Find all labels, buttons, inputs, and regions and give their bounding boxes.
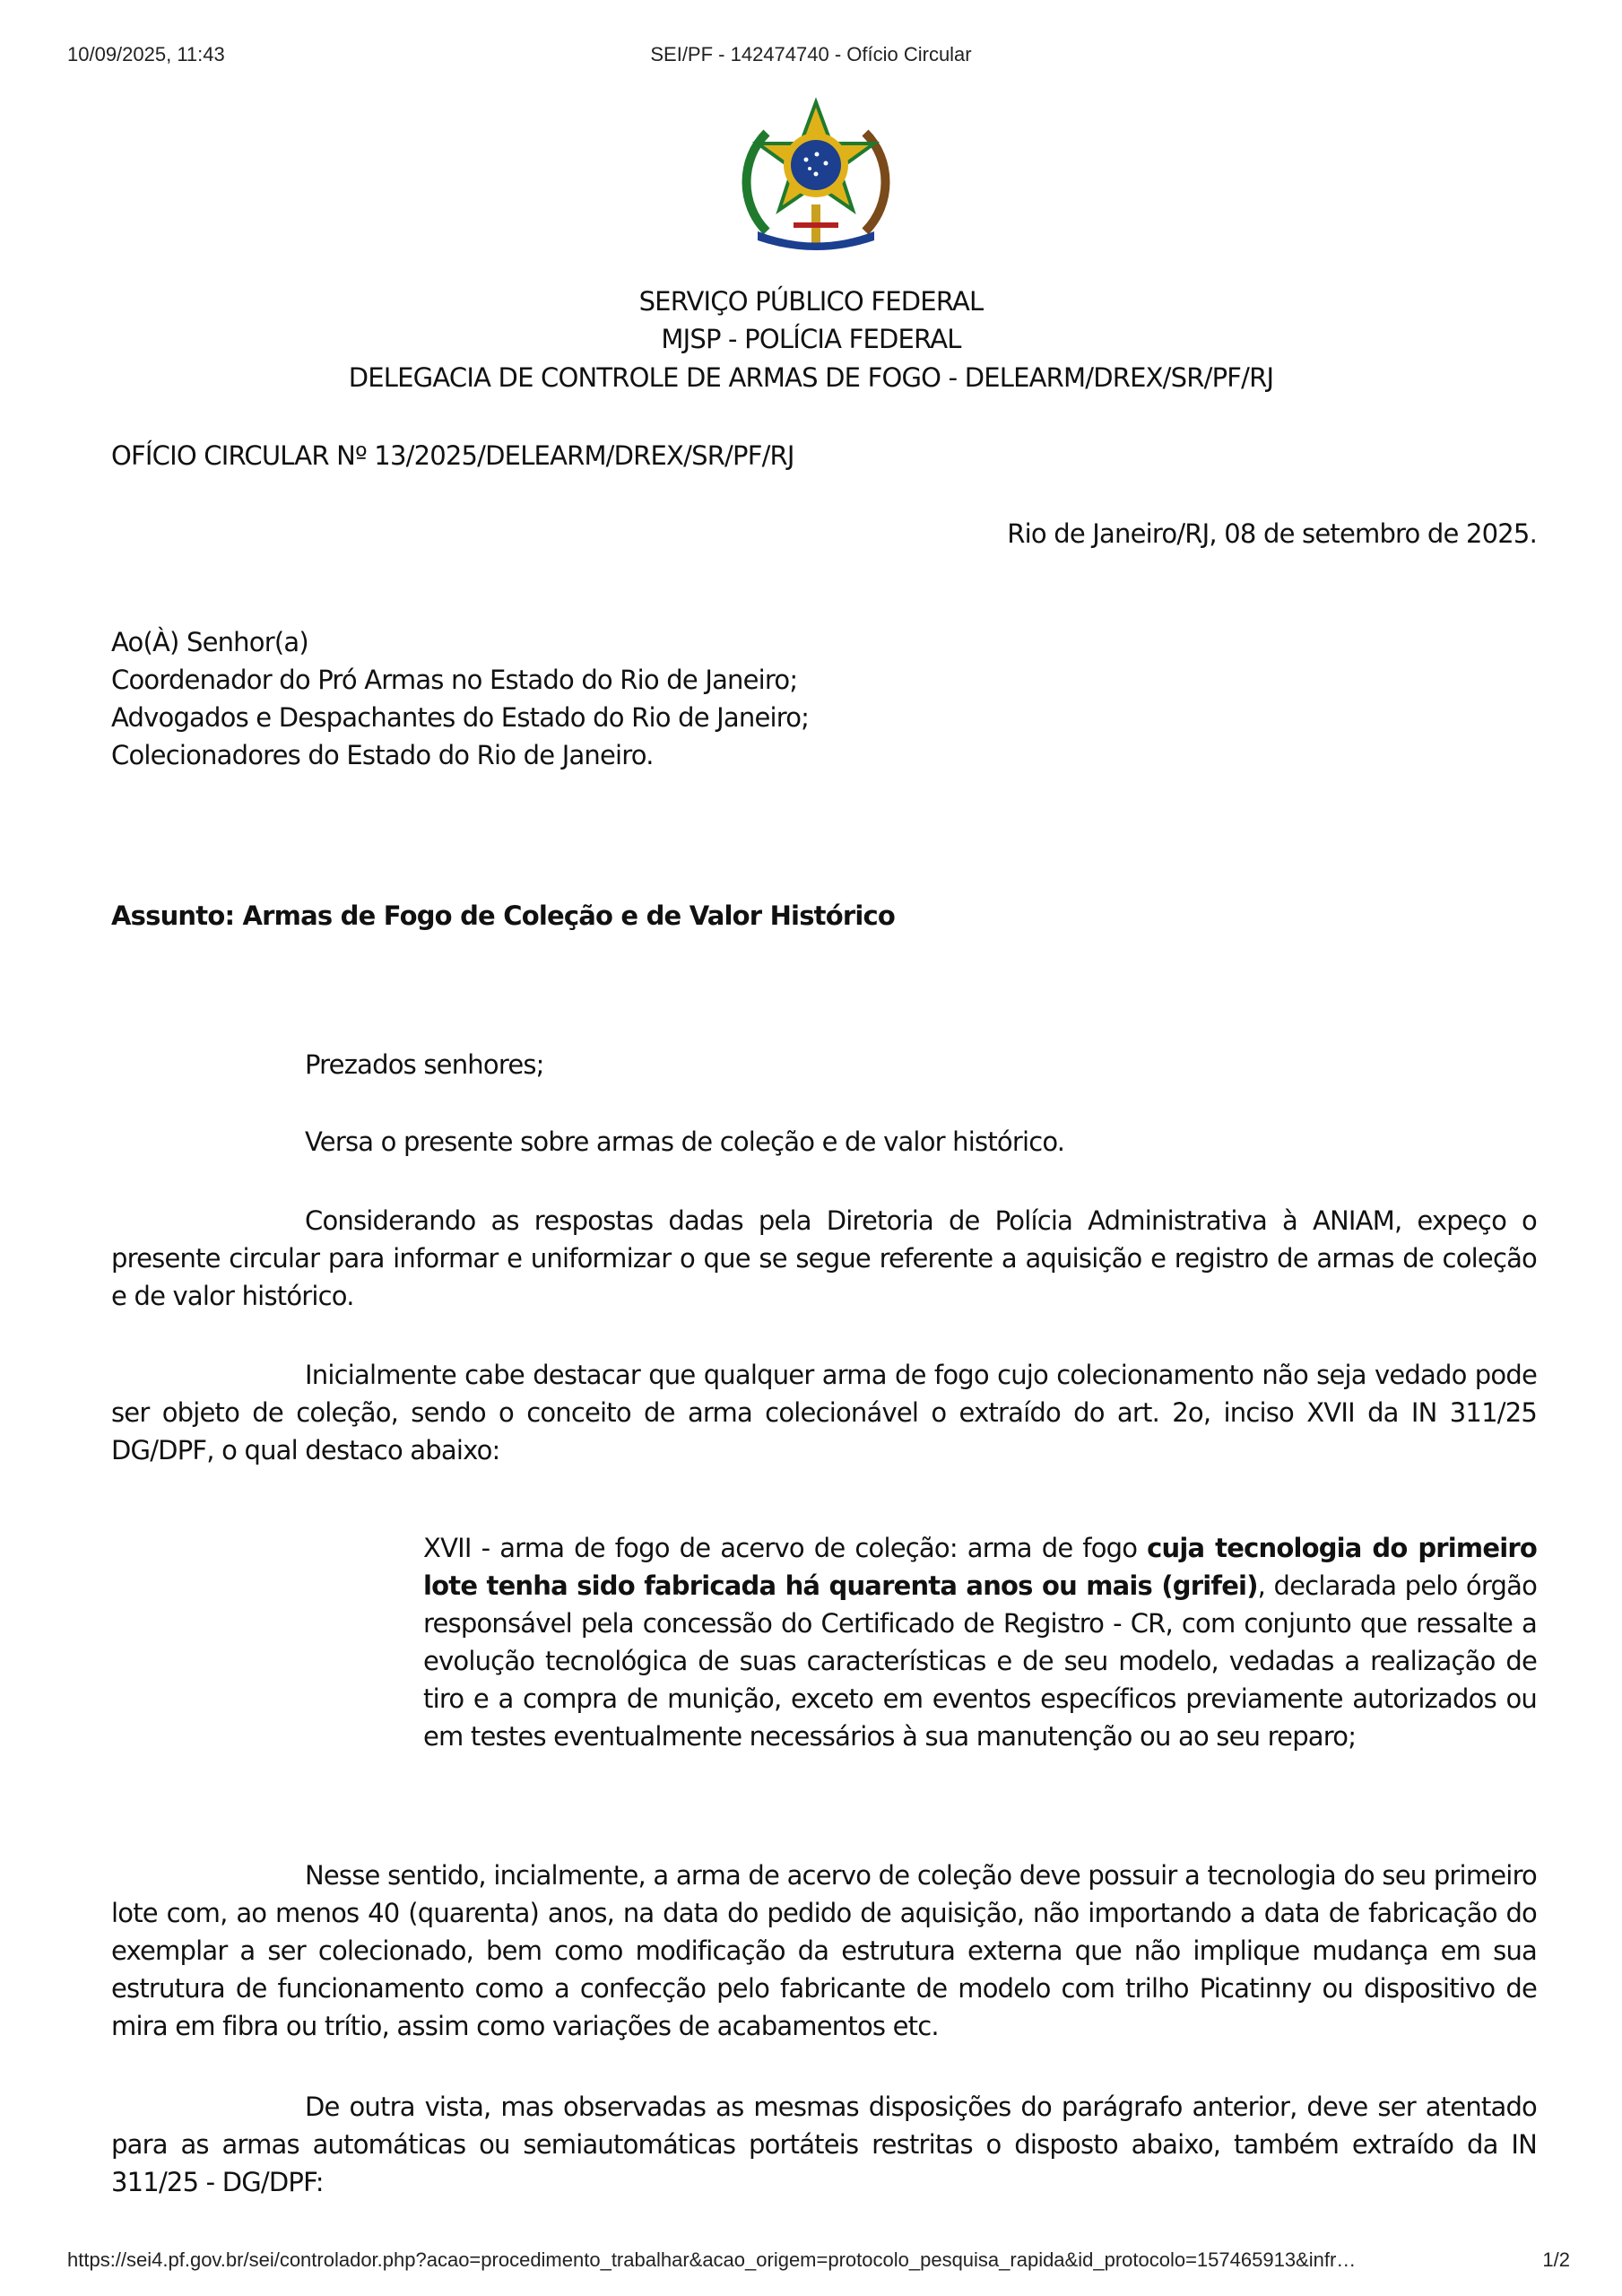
paragraph-intro: Versa o presente sobre armas de coleção e de valor histórico.	[305, 1126, 1065, 1157]
print-datetime: 10/09/2025, 11:43	[67, 43, 225, 65]
legal-quote-emphasis: cuja tecnologia do primeiro lote tenha sido fabricada há quarenta anos ou mais (grifei)	[423, 1533, 1537, 1601]
recipient-block	[111, 623, 1537, 774]
paragraph-in-this-sense: Nesse sentido, incialmente, a arma de acervo de coleção deve possuir a tecnologia do seu primeiro lote com, ao menos 40 (quarenta) anos, na data do pedido de aquisição, não importando a data de fabricação do exemplar a ser colecionado, bem como modificação da estrutura externa que não implique mudança em sua estrutura de funcionamento como a confecção pelo fabricante de modelo com trilho Picatinny ou dispositivo de mira em fibra ou trítio, assim como variações de acabamentos etc.	[111, 1860, 1537, 2041]
paragraph-considering: Considerando as respostas dadas pela Diretoria de Polícia Administrativa à ANIAM, expeço o presente circular para informar e uniformizar o que se segue referente a aquisição e registro de armas de coleção e de valor histórico.	[111, 1205, 1537, 1311]
print-title: SEI/PF - 142474740 - Ofício Circular	[650, 43, 972, 65]
paragraph-initially: Inicialmente cabe destacar que qualquer arma de fogo cujo colecionamento não seja vedado pode ser objeto de coleção, sendo o conceito de arma colecionável o extraído do art. 2o, inciso XVII da IN 311/25 DG/DPF, o qual destaco abaixo:	[111, 1360, 1537, 1465]
letterhead-line-2: MJSP - POLÍCIA FEDERAL	[661, 324, 961, 354]
letterhead-line-1: SERVIÇO PÚBLICO FEDERAL	[638, 286, 984, 317]
greeting: Prezados senhores;	[305, 1049, 544, 1080]
letterhead-line-3: DELEGACIA DE CONTROLE DE ARMAS DE FOGO - DELEARM/DREX/SR/PF/RJ	[348, 362, 1274, 393]
recipient-line: Coordenador do Pró Armas no Estado do Rio de Janeiro;	[111, 665, 798, 695]
legal-quote	[423, 1529, 1537, 1755]
place-date: Rio de Janeiro/RJ, 08 de setembro de 2025.	[1007, 518, 1537, 549]
document-number: OFÍCIO CIRCULAR Nº 13/2025/DELEARM/DREX/SR/PF/RJ	[111, 440, 794, 471]
legal-quote-start: XVII - arma de fogo de acervo de coleção: arma de fogo	[423, 1533, 1148, 1563]
paragraph-on-the-other-hand: De outra vista, mas observadas as mesmas disposições do parágrafo anterior, deve ser atentado para as armas automáticas ou semiautomáticas portáteis restritas o disposto abaixo, também extraído da IN 311/25 - DG/DPF:	[111, 2092, 1537, 2197]
brazil-coat-of-arms-icon	[731, 97, 901, 251]
print-page-number: 1/2	[1542, 2248, 1570, 2271]
recipient-line: Advogados e Despachantes do Estado do Rio de Janeiro;	[111, 702, 810, 733]
recipient-line: Ao(À) Senhor(a)	[111, 627, 308, 657]
print-url: https://sei4.pf.gov.br/sei/controlador.php?acao=procedimento_trabalhar&acao_origem=protocolo_pesquisa_rapida&id_protocolo=157465913&infr…	[67, 2248, 1357, 2271]
recipient-line: Colecionadores do Estado do Rio de Janeiro.	[111, 740, 654, 770]
legal-quote-end: , declarada pelo órgão responsável pela concessão do Certificado de Registro - CR, com conjunto que ressalte a evolução tecnológica de suas características e de seu modelo, vedadas a realização de tiro e a compra de munição, exceto em eventos específicos previamente autorizados ou em testes eventualmente necessários à sua manutenção ou ao seu reparo;	[423, 1570, 1538, 1752]
subject-line: Assunto: Armas de Fogo de Coleção e de Valor Histórico	[111, 900, 895, 931]
